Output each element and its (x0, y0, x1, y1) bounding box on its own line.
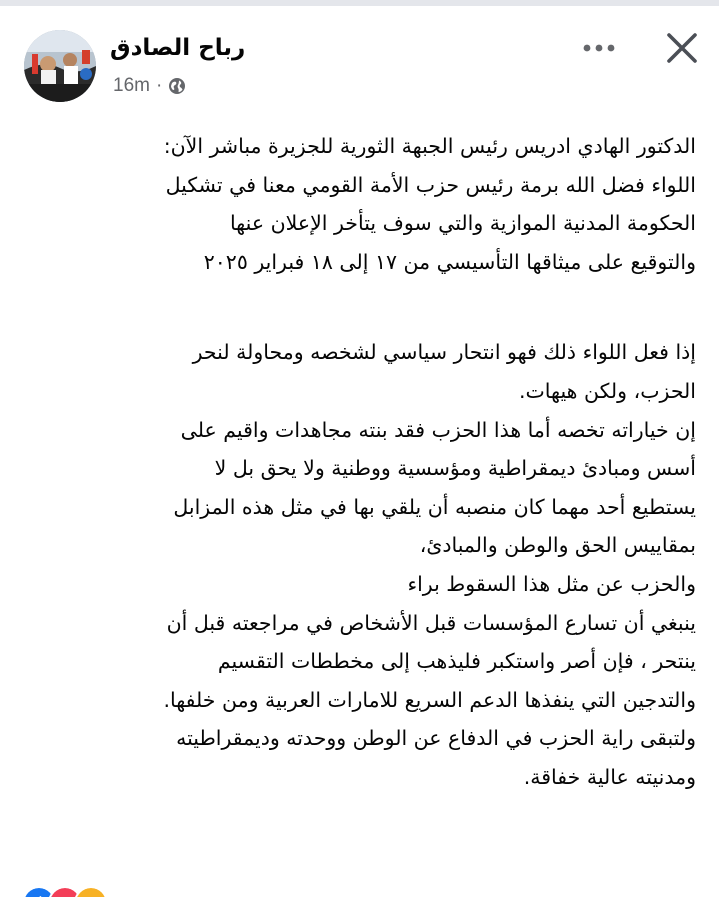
close-icon (665, 31, 699, 65)
more-options-button[interactable] (577, 30, 621, 66)
post-text-line: الدكتور الهادي ادريس رئيس الجبهة الثورية للجزيرة مباشر الآن: (163, 134, 696, 158)
post-text-line: والتدجين التي ينفذها الدعم السريع للامارات العربية ومن خلفها. (163, 687, 696, 712)
reaction-icons[interactable] (22, 886, 100, 897)
globe-icon[interactable] (168, 77, 186, 95)
post-text-line: ينتحر ، فإن أصر واستكبر فليذهب إلى مخططات التقسيم (217, 649, 696, 674)
post-text-line: أسس ومبادئ ديمقراطية ومؤسسية ووطنية ولا يحق بل لا (214, 456, 696, 481)
paragraph-gap (28, 281, 696, 333)
post-paragraph (28, 333, 696, 796)
post-text-line: بمقاييس الحق والوطن والمبادئ، (419, 533, 696, 558)
post-text-line: الحكومة المدنية الموازية والتي سوف يتأخر الإعلان عنها (229, 211, 696, 236)
avatar-photo (24, 30, 96, 102)
close-button[interactable] (662, 28, 702, 68)
post-meta (113, 74, 186, 98)
post-text-line: والحزب عن مثل هذا السقوط براء (407, 571, 696, 596)
post-text-line: يستطيع أحد مهما كان منصبه أن يلقي بها في مثل هذه المزابل (173, 494, 696, 519)
post-text-line: ينبغي أن تسارع المؤسسات قبل الأشخاص في مراجعته قبل أن (166, 610, 696, 635)
post-paragraph (28, 127, 696, 281)
post-text-line: إذا فعل اللواء ذلك فهو انتحار سياسي لشخصه ومحاولة لنحر (192, 340, 696, 365)
more-options-icon (582, 43, 616, 53)
post-text-line: ولتبقى راية الحزب في الدفاع عن الوطن ووحدته وديمقراطيته (176, 726, 696, 751)
author-name[interactable]: رباح الصادق (110, 35, 246, 61)
post-text-line: إن خياراته تخصه أما هذا الحزب فقد بنته مجاهدات واقيم على (180, 417, 696, 442)
haha-icon (74, 886, 108, 897)
post-text (28, 127, 696, 797)
post-header (0, 6, 719, 106)
post-text-line: والتوقيع على ميثاقها التأسيسي من ١٧ إلى ١٨ فبراير ٢٠٢٥ (203, 249, 696, 274)
post-text-line: الحزب، ولكن هيهات. (518, 378, 696, 403)
avatar[interactable] (24, 30, 96, 102)
post-text-line: ومدنيته عالية خفاقة. (523, 764, 696, 789)
meta-separator: · (155, 75, 163, 96)
post-timestamp[interactable]: 16m (113, 75, 150, 96)
post-text-line: اللواء فضل الله برمة رئيس حزب الأمة القومي معنا في تشكيل (165, 172, 696, 197)
